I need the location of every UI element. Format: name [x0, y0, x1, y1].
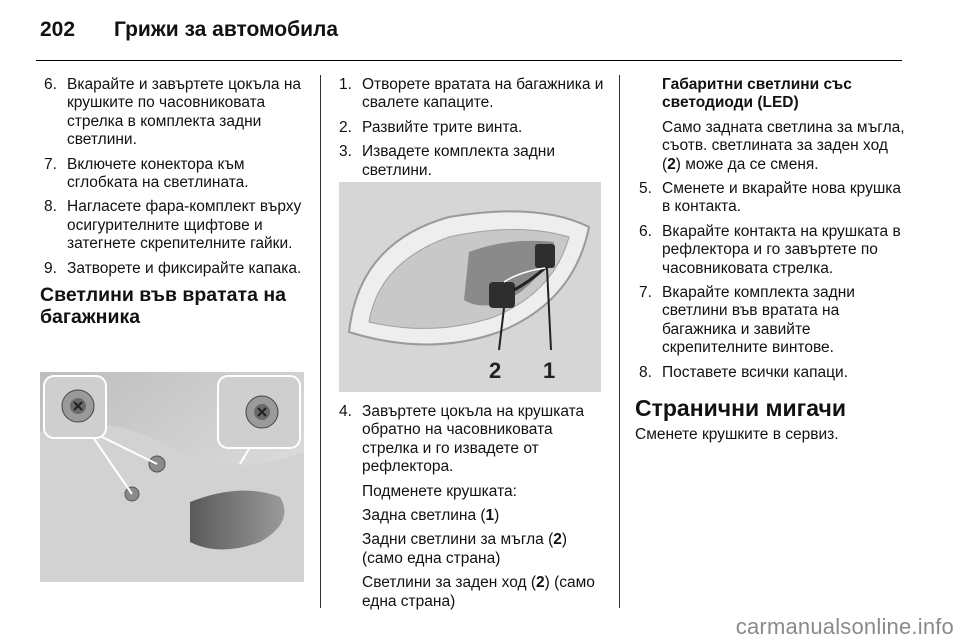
section-heading: Странични мигачи — [635, 395, 846, 422]
tailgate-screws-illustration — [40, 372, 304, 582]
tail-light-figure — [339, 182, 601, 392]
section-text: Сменете крушките в сервиз. — [635, 426, 839, 444]
column-2-lower — [335, 403, 607, 617]
item-text: Извадете комплекта задни светлини. — [362, 143, 556, 179]
item-number: 1. — [339, 76, 352, 93]
list-item — [635, 364, 907, 382]
page-header — [0, 0, 960, 60]
item-text: Включете конектора към сглобката на светлината. — [67, 155, 249, 192]
item-number: 8. — [639, 363, 652, 381]
item-text: Поставете всички капаци. — [662, 363, 848, 381]
list-item — [335, 143, 607, 180]
column-2 — [335, 76, 607, 186]
item-text: Нагласете фара-комплект върху осигурителните щифтове и затегнете скрепителните гайки. — [67, 198, 302, 253]
tail-light-illustration — [339, 182, 601, 392]
watermark: carmanualsonline.info — [735, 614, 954, 639]
item-number: 2. — [339, 118, 352, 136]
item-number: 3. — [339, 143, 352, 161]
tailgate-screws-figure — [40, 372, 304, 582]
bulb-line: Задна светлина (1) — [362, 507, 500, 525]
item-text: Развийте трите винта. — [362, 118, 523, 136]
item-text: Вкарайте и завъртете цокъла на крушките по часовниковата стрелка в комплекта задни светлини. — [67, 76, 302, 149]
list-item — [335, 76, 607, 113]
item-text: Вкарайте комплекта задни светлини във вратата на багажника и завийте скрепителните винтове. — [662, 284, 855, 357]
column-divider-1 — [320, 75, 321, 608]
page-title: Грижи за автомобила — [114, 18, 339, 41]
page-number: 202 — [40, 18, 76, 41]
header-rule — [36, 60, 902, 61]
list-item — [40, 76, 308, 150]
list-item — [335, 119, 607, 137]
list-item — [635, 284, 907, 358]
item-number: 9. — [44, 259, 57, 277]
figure-label-2: 2 — [489, 358, 502, 383]
replace-intro: Подменете крушката: — [362, 482, 517, 500]
led-subheading: Габаритни светлини със светодиоди (LED) — [662, 76, 852, 112]
column-3 — [635, 76, 907, 451]
list-item — [335, 403, 607, 477]
item-text: Отворете вратата на багажника и свалете капаците. — [362, 76, 604, 112]
item-number: 8. — [44, 198, 57, 216]
item-number: 6. — [44, 76, 57, 93]
item-number: 4. — [339, 403, 352, 420]
list-item — [635, 180, 907, 217]
column-divider-2 — [619, 75, 620, 608]
item-number: 5. — [639, 180, 652, 198]
item-text: Затворете и фиксирайте капака. — [67, 259, 302, 277]
list-item — [40, 198, 308, 253]
column-1 — [40, 76, 308, 328]
item-number: 7. — [44, 155, 57, 173]
item-text: Сменете и вкарайте нова крушка в контакта. — [662, 180, 902, 216]
led-intro: Само задната светлина за мъгла, съотв. светлината за заден ход (2) може да се сменя. — [662, 118, 905, 173]
item-number: 7. — [639, 284, 652, 302]
list-item — [40, 260, 308, 278]
bulb-line: Светлини за заден ход (2) (само една страна) — [362, 574, 595, 610]
figure-label-1: 1 — [543, 358, 556, 383]
section-heading: Светлини във вратата на багажника — [40, 284, 286, 329]
item-text: Завъртете цокъла на крушката обратно на часовниковата стрелка и го извадете от рефлектора. — [362, 403, 585, 476]
list-item — [40, 156, 308, 193]
bulb-line: Задни светлини за мъгла (2) (само една страна) — [362, 531, 568, 567]
item-text: Вкарайте контакта на крушката в рефлектора и го завъртете по часовниковата стрелка. — [662, 222, 901, 277]
item-number: 6. — [639, 222, 652, 240]
list-item — [635, 223, 907, 278]
